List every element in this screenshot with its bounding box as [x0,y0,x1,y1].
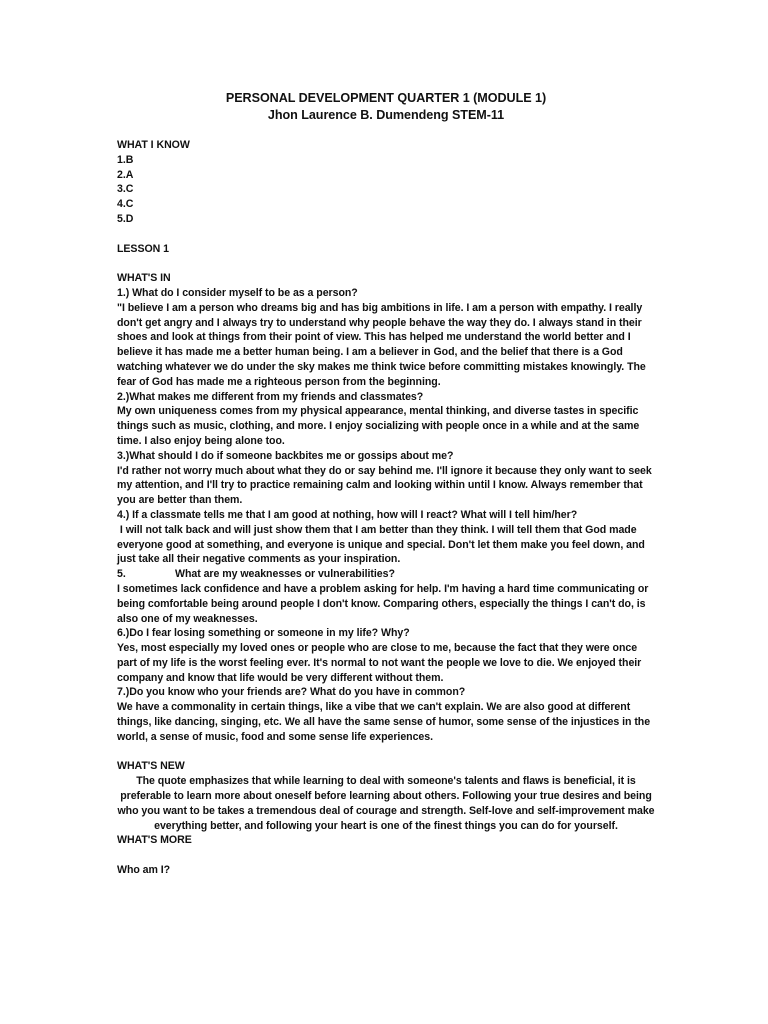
spacer [117,745,655,760]
whats-in-heading: WHAT'S IN [117,272,171,285]
question: 2.)What makes me different from my friends and classmates? [117,390,424,403]
answer: "I believe I am a person who dreams big and has big ambitions in life. I am a person with empathy. I really don't get angry and I always try to understand why people behave the way they do. I always stand in their shoes and look at things from their point of view. This has helped me understand the world better and I believe it has made me a better human being. I am a believer in God, and the belief that there is a God watching whatever we do under the sky makes me think twice before committing mistakes knowingly. The fear of God has made me a righteous person from the beginning. [117,301,646,388]
whats-new-heading: WHAT'S NEW [117,760,185,773]
whats-in-section [117,271,655,745]
answer-item: 5.D [117,212,134,225]
what-i-know-section [117,138,655,227]
question: 4.) If a classmate tells me that I am good at nothing, how will I react? What will I tell him/her? [117,508,578,521]
answer: My own uniqueness comes from my physical appearance, mental thinking, and diverse tastes in specific things such as music, clothing, and more. I enjoy socializing with people once in a while and at the same time. I also enjoy being alone too. [117,405,640,447]
whats-more-prompt: Who am I? [117,864,171,877]
document-subtitle: Jhon Laurence B. Dumendeng STEM-11 [267,108,505,122]
lesson-heading: LESSON 1 [117,242,169,255]
document-title: PERSONAL DEVELOPMENT QUARTER 1 (MODULE 1) [225,91,547,105]
spacer [117,256,655,271]
question: 7.)Do you know who your friends are? What do you have in common? [117,686,466,699]
question-number: 5. [117,568,126,581]
spacer [117,227,655,242]
question [117,567,655,582]
question: 6.)Do I fear losing something or someone in my life? Why? [117,627,410,640]
answer: I will not talk back and will just show them that I am better than they think. I will tell them that God made everyone good at something, and everyone is unique and special. Don't let them make you feel down, and just take all their negative comments as your inspiration. [117,523,648,566]
answer: We have a commonality in certain things, like a vibe that we can't explain. We are also good at different things, like dancing, singing, etc. We all have the same sense of humor, some sense of the injustices in the world, a sense of music, food and some sense life experiences. [117,701,651,743]
whats-new-section [117,759,655,833]
whats-more-heading: WHAT'S MORE [117,834,192,847]
question-text: What are my weaknesses or vulnerabilities? [175,568,395,581]
answer-item: 1.B [117,153,134,166]
answer: I sometimes lack confidence and have a problem asking for help. I'm having a hard time communicating or being comfortable being around people I don't know. Comparing others, especially the things I can't do, is also one of my weaknesses. [117,582,649,625]
whats-more-section [117,833,655,877]
document-body [117,90,655,878]
answer: I'd rather not worry much about what they do or say behind me. I'll ignore it because they only want to seek my attention, and I'll try to practice remaining calm and looking within until I know. Always remember that you are better than them. [117,464,652,507]
spacer [117,848,655,863]
question: 1.) What do I consider myself to be as a person? [117,286,358,299]
answer-item: 4.C [117,198,134,211]
whats-new-text: The quote emphasizes that while learning to deal with someone's talents and flaws is beneficial, it is preferable to learn more about oneself before learning about others. Following your true desires and being who you want to be takes a tremendous deal of courage and strength. Self-love and self-improvement make everything better, and following your heart is one of the finest things you can do for yourself. [117,775,655,832]
answer-item: 2.A [117,168,134,181]
answer-item: 3.C [117,183,134,196]
question: 3.)What should I do if someone backbites me or gossips about me? [117,449,454,462]
what-i-know-heading: WHAT I KNOW [117,139,190,151]
answer: Yes, most especially my loved ones or people who are close to me, because the fact that they were once part of my life is the worst feeling ever. It's normal to not want the people we love to die. We enjoyed their company and know that life would be very different without them. [117,642,642,684]
